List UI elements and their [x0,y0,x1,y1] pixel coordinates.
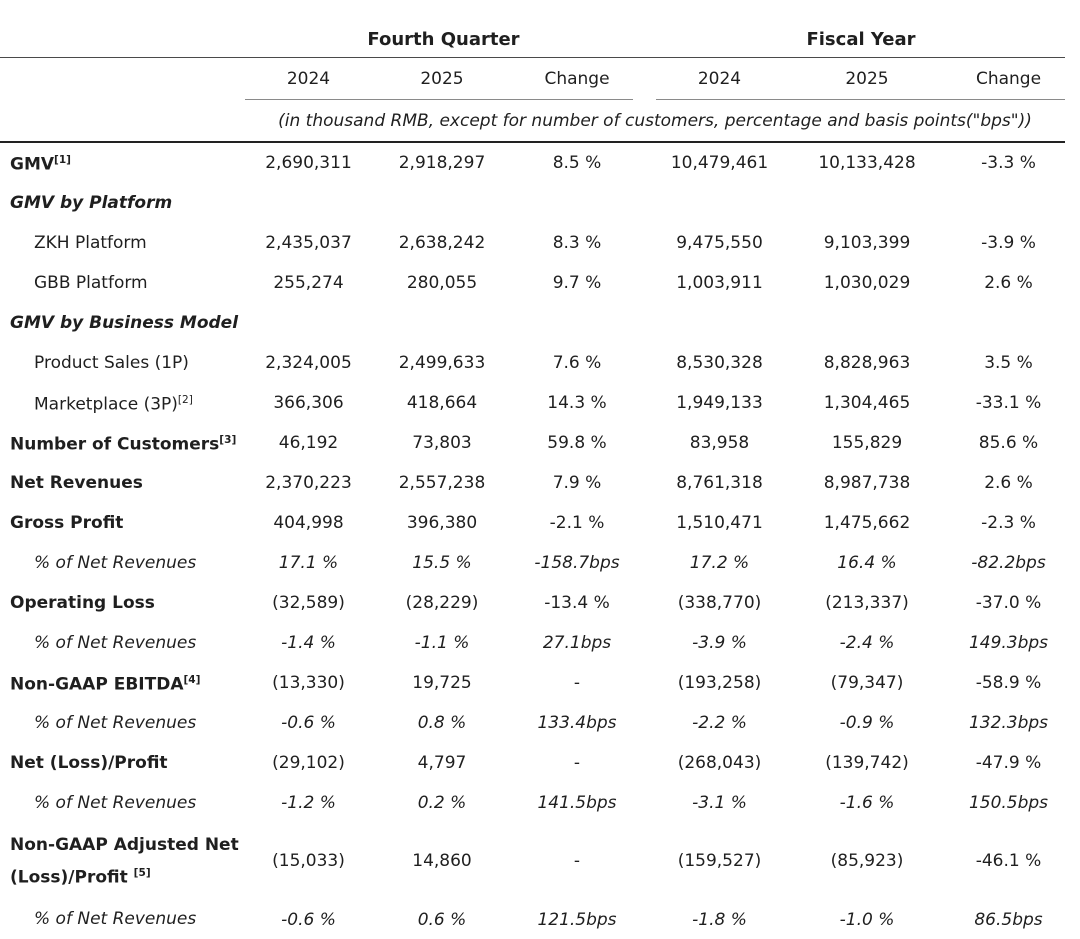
cell-q4-2024: (15,033) [272,851,345,872]
cell-q4-2024: -0.6 % [281,713,336,733]
cell-fy-2025: 1,475,662 [823,513,911,533]
row-label: GMV[1] [10,154,71,175]
row-label: Gross Profit [10,512,124,533]
cell-fy-change: 150.5bps [968,793,1049,813]
cell-fy-change: 86.5bps [974,909,1043,930]
cell-fy-2025: -1.6 % [839,793,895,813]
row-label: GMV by Business Model [10,312,239,333]
cell-fy-2024: -3.9 % [692,633,747,653]
cell-q4-2024: 46,192 [278,433,339,453]
cell-fy-2024: (193,258) [677,673,762,693]
cell-q4-change: 141.5bps [537,793,617,813]
header-years-row [0,58,1080,99]
cell-fy-2025: -0.9 % [839,713,895,733]
cell-fy-2025: (79,347) [830,673,904,693]
row-label: Non-GAAP EBITDA[4] [10,674,201,695]
cell-q4-change: - [573,673,581,693]
row-label: Net (Loss)/Profit [10,752,168,773]
cell-q4-2024: 404,998 [273,513,344,533]
cell-fy-2024: (338,770) [677,593,762,613]
row-label: % of Net Revenues [34,909,197,930]
table-row [0,783,1080,823]
cell-fy-change: 132.3bps [968,713,1049,733]
cell-q4-2025: 73,803 [412,433,472,453]
row-label: ZKH Platform [34,232,147,253]
table-row [0,623,1080,663]
cell-q4-change: 9.7 % [552,273,602,293]
cell-fy-2024: 17.2 % [689,553,750,573]
cell-q4-change: 8.5 % [552,153,602,173]
cell-q4-change: -158.7bps [534,553,620,573]
group-header-fourth-quarter: Fourth Quarter [367,29,520,50]
cell-fy-change: -58.9 % [975,673,1042,693]
cell-q4-2024: 2,370,223 [265,473,352,493]
cell-q4-change: 27.1bps [542,633,612,653]
footnote-marker: [4] [183,674,201,687]
cell-q4-2025: -1.1 % [414,633,470,653]
footnote-marker: [3] [219,434,237,447]
cell-fy-2024: (268,043) [677,753,762,773]
cell-q4-2024: -0.6 % [281,909,336,930]
cell-fy-2025: 1,030,029 [823,273,911,293]
row-label: % of Net Revenues [34,552,197,573]
table-header [0,0,1080,143]
row-label: % of Net Revenues [34,712,197,733]
row-label: GBB Platform [34,272,148,293]
cell-q4-2024: -1.4 % [281,633,336,653]
cell-fy-2025: (139,742) [825,753,909,773]
cell-fy-change: -47.9 % [975,753,1042,773]
cell-fy-2024: 8,530,328 [676,353,763,373]
col-header-fy-2025: 2025 [845,68,889,89]
cell-q4-2024: 255,274 [273,273,344,293]
table-row [0,343,1080,383]
row-label: Product Sales (1P) [34,352,189,373]
cell-q4-2024: (32,589) [272,593,345,613]
table-row [0,900,1080,939]
row-label: Non-GAAP Adjusted Net (Loss)/Profit [5] [10,835,239,888]
cell-fy-change: -2.3 % [981,513,1036,533]
cell-q4-2025: (28,229) [405,593,479,613]
cell-q4-change: 59.8 % [547,433,607,453]
cell-q4-2024: (13,330) [272,673,345,693]
cell-fy-2024: 8,761,318 [676,473,763,493]
cell-q4-2025: 2,557,238 [398,473,486,493]
cell-q4-change: 8.3 % [552,233,602,253]
table-body [0,143,1080,939]
cell-q4-change: - [573,753,581,773]
cell-fy-2024: 83,958 [689,433,750,453]
cell-fy-2024: (159,527) [677,851,762,872]
table-row [0,463,1080,503]
cell-q4-2024: (29,102) [272,753,345,773]
cell-fy-change: -33.1 % [975,393,1042,413]
col-header-q4-2024: 2024 [286,68,331,89]
row-label: Operating Loss [10,592,155,613]
table-row [0,583,1080,623]
cell-fy-2024: -3.1 % [692,793,747,813]
cell-q4-2024: 366,306 [273,393,344,413]
cell-q4-2025: 19,725 [412,673,472,693]
cell-q4-change: 7.9 % [552,473,602,493]
cell-fy-change: -37.0 % [975,593,1042,613]
cell-q4-change: -2.1 % [549,513,605,533]
cell-fy-2024: 1,510,471 [676,513,763,533]
cell-q4-2024: -1.2 % [281,793,336,813]
cell-q4-2024: 17.1 % [278,553,339,573]
table-row [0,423,1080,463]
cell-q4-change: -13.4 % [544,593,610,613]
cell-q4-2024: 2,324,005 [265,353,352,373]
table-row [0,223,1080,263]
cell-fy-change: -3.9 % [981,233,1036,253]
cell-q4-2025: 2,918,297 [398,153,486,173]
table-row [0,743,1080,783]
row-label: Marketplace (3P)[2] [34,394,193,415]
table-row [0,543,1080,583]
cell-fy-2025: 9,103,399 [823,233,911,253]
cell-q4-2025: 0.8 % [417,713,467,733]
cell-q4-change: 14.3 % [547,393,607,413]
cell-q4-change: 7.6 % [552,353,602,373]
col-header-fy-change: Change [975,68,1042,89]
cell-fy-2025: 16.4 % [837,553,897,573]
table-row [0,183,1080,223]
cell-fy-change: -46.1 % [975,851,1042,872]
cell-q4-2024: 2,690,311 [265,153,352,173]
cell-fy-change: 85.6 % [978,433,1039,453]
cell-q4-change: 133.4bps [537,713,617,733]
cell-fy-2025: -2.4 % [839,633,895,653]
cell-fy-change: 149.3bps [968,633,1049,653]
cell-fy-2025: (85,923) [830,851,904,872]
units-note-row [0,100,1080,141]
group-header-fiscal-year: Fiscal Year [806,29,916,50]
cell-q4-2025: 396,380 [406,513,478,533]
units-note: (in thousand RMB, except for number of customers, percentage and basis points("bps")) [278,110,1032,131]
col-header-q4-change: Change [544,68,610,89]
table-row [0,303,1080,343]
cell-q4-change: 121.5bps [537,909,617,930]
cell-fy-change: -3.3 % [981,153,1036,173]
row-label: Number of Customers[3] [10,434,237,455]
row-label: % of Net Revenues [34,792,197,813]
cell-fy-2024: 1,949,133 [676,393,763,413]
cell-fy-change: 2.6 % [984,273,1033,293]
cell-q4-2025: 15.5 % [412,553,472,573]
cell-fy-2025: 8,987,738 [823,473,911,493]
cell-fy-2024: 10,479,461 [670,153,769,173]
table-row [0,383,1080,423]
cell-q4-2025: 280,055 [406,273,478,293]
cell-fy-2025: 8,828,963 [823,353,911,373]
cell-q4-2025: 4,797 [417,753,467,773]
cell-q4-2025: 2,638,242 [398,233,486,253]
row-label: GMV by Platform [10,192,173,213]
cell-fy-2025: 10,133,428 [818,153,916,173]
footnote-marker: [1] [54,154,71,167]
cell-q4-2025: 2,499,633 [398,353,486,373]
cell-fy-2024: -1.8 % [692,909,747,930]
cell-fy-2024: 9,475,550 [676,233,763,253]
cell-q4-2025: 418,664 [406,393,478,413]
table-row [0,143,1080,183]
table-row [0,663,1080,703]
header-group-row [0,0,1080,57]
row-label: Net Revenues [10,472,143,493]
fourth-quarter-underline [245,99,633,100]
row-label: % of Net Revenues [34,632,197,653]
cell-fy-2024: 1,003,911 [676,273,763,293]
cell-fy-2025: 155,829 [831,433,903,453]
cell-q4-2025: 0.6 % [417,909,467,930]
fiscal-year-underline [656,99,1065,100]
cell-fy-2025: (213,337) [825,593,909,613]
cell-q4-2024: 2,435,037 [265,233,352,253]
cell-fy-2025: -1.0 % [839,909,895,930]
cell-fy-change: 2.6 % [984,473,1033,493]
cell-q4-change: - [573,851,581,872]
table-row [0,503,1080,543]
table-row [0,263,1080,303]
footnote-marker: [2] [177,394,193,407]
cell-fy-change: 3.5 % [984,353,1033,373]
cell-q4-2025: 0.2 % [417,793,467,813]
footnote-marker: [5] [133,867,151,879]
col-header-fy-2024: 2024 [697,68,742,89]
cell-fy-2025: 1,304,465 [823,393,911,413]
col-header-q4-2025: 2025 [420,68,464,89]
cell-q4-2025: 14,860 [412,851,472,872]
table-row [0,823,1080,900]
table-row [0,703,1080,743]
cell-fy-change: -82.2bps [971,553,1046,573]
cell-fy-2024: -2.2 % [692,713,747,733]
